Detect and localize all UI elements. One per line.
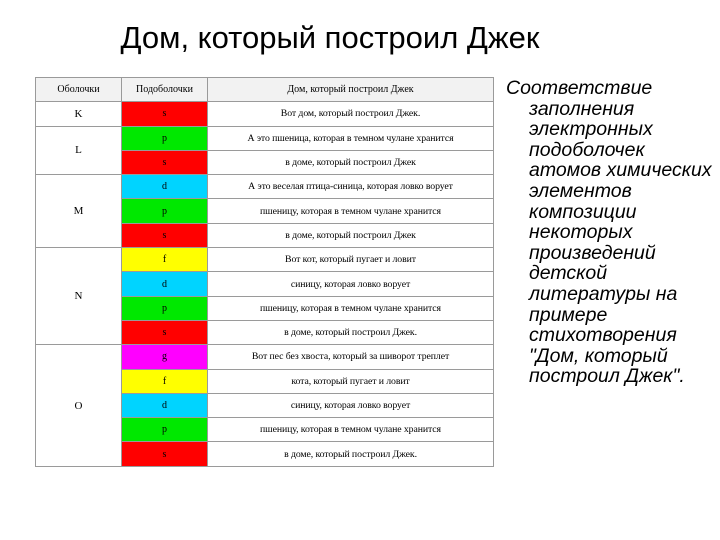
shell-cell: K <box>36 102 122 126</box>
poem-line-cell: пшеницу, которая в темном чулане хранится <box>208 199 494 223</box>
poem-line-cell: А это пшеница, которая в темном чулане хранится <box>208 126 494 150</box>
subshell-cell: p <box>122 126 208 150</box>
poem-line-cell: пшеницу, которая в темном чулане хранится <box>208 296 494 320</box>
subshell-cell: f <box>122 369 208 393</box>
poem-line-cell: в доме, который построил Джек. <box>208 442 494 466</box>
poem-line-cell: кота, который пугает и ловит <box>208 369 494 393</box>
poem-line-cell: Вот дом, который построил Джек. <box>208 102 494 126</box>
table-row <box>36 345 494 369</box>
shell-cell: L <box>36 126 122 175</box>
subshell-cell: s <box>122 320 208 344</box>
subshell-cell: s <box>122 442 208 466</box>
shell-cell: M <box>36 175 122 248</box>
poem-line-cell: в доме, который построил Джек <box>208 223 494 247</box>
table-row <box>36 248 494 272</box>
shell-cell: O <box>36 345 122 466</box>
poem-line-cell: синицу, которая ловко ворует <box>208 272 494 296</box>
subshell-cell: s <box>122 150 208 174</box>
electron-shell-table <box>35 77 494 467</box>
subshell-cell: d <box>122 393 208 417</box>
table-row <box>36 126 494 150</box>
poem-line-cell: Вот кот, который пугает и ловит <box>208 248 494 272</box>
subshell-cell: s <box>122 102 208 126</box>
side-caption <box>506 78 718 387</box>
poem-line-cell: пшеницу, которая в темном чулане хранится <box>208 418 494 442</box>
header-shells: Оболочки <box>36 78 122 102</box>
poem-line-cell: в доме, который построил Джек. <box>208 320 494 344</box>
table-row <box>36 175 494 199</box>
side-caption-body: заполнения электронных подоболочек атомов химических элементов композиции некоторых произведений детской литературы на примере стихотворения "Дом, который построил Джек". <box>529 97 712 388</box>
subshell-cell: s <box>122 223 208 247</box>
header-subshells: Подоболочки <box>122 78 208 102</box>
table-row <box>36 102 494 126</box>
poem-line-cell: А это веселая птица-синица, которая ловко ворует <box>208 175 494 199</box>
subshell-cell: f <box>122 248 208 272</box>
subshell-cell: g <box>122 345 208 369</box>
subshell-cell: d <box>122 272 208 296</box>
page-title: Дом, который построил Джек <box>120 20 540 55</box>
subshell-cell: d <box>122 175 208 199</box>
poem-line-cell: Вот пес без хвоста, который за шиворот треплет <box>208 345 494 369</box>
poem-line-cell: синицу, которая ловко ворует <box>208 393 494 417</box>
table-header-row <box>36 78 494 102</box>
shell-cell: N <box>36 248 122 345</box>
subshell-cell: p <box>122 418 208 442</box>
header-poem: Дом, который построил Джек <box>208 78 494 102</box>
side-caption-first-line: Соответствие <box>506 77 653 99</box>
subshell-cell: p <box>122 296 208 320</box>
subshell-cell: p <box>122 199 208 223</box>
poem-line-cell: в доме, который построил Джек <box>208 150 494 174</box>
